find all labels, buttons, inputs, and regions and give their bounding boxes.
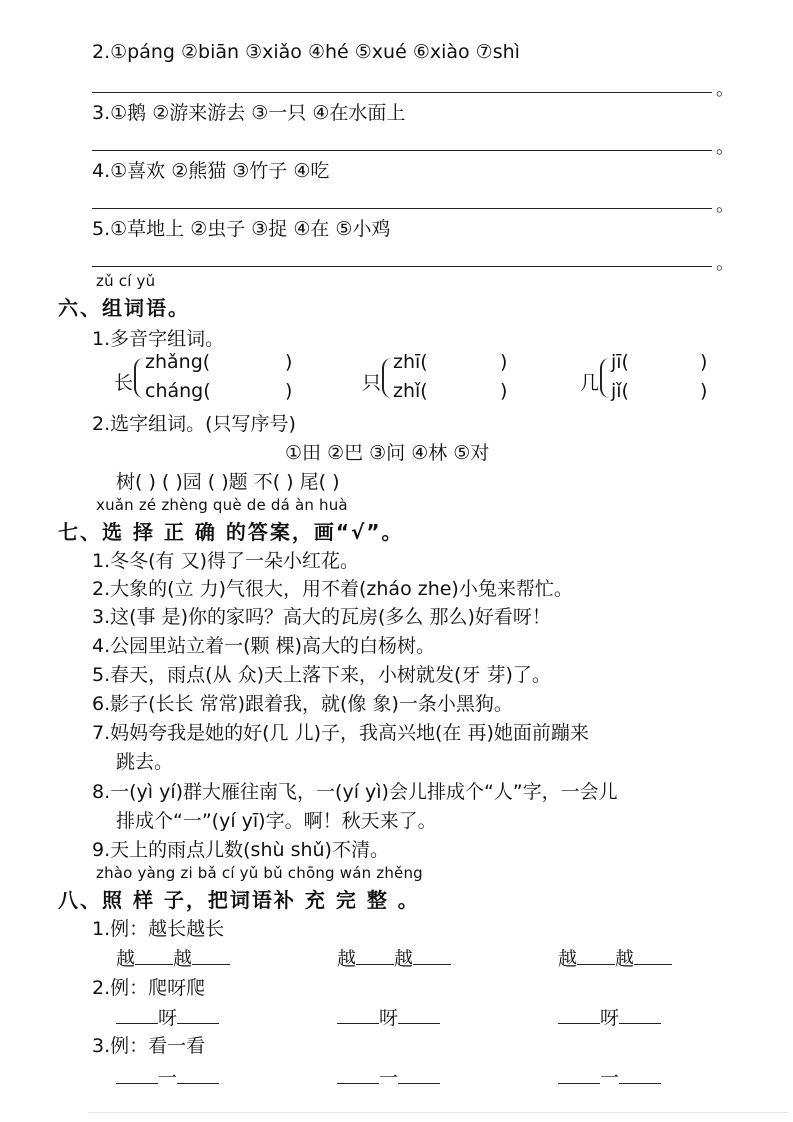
q5-options: 5.①草地上 ②虫子 ③捉 ④在 ⑤小鸡	[92, 218, 391, 240]
period-q4: 。	[716, 195, 734, 216]
reading-close: )	[700, 351, 708, 373]
section6-pinyin: zǔ cí yǔ	[96, 272, 156, 290]
char-yue: 越	[558, 948, 578, 970]
blank[interactable]	[634, 946, 672, 965]
example-2: 2.例：爬呀爬	[92, 977, 206, 999]
q3-options: 3.①鹅 ②游来游去 ③一只 ④在水面上	[92, 102, 406, 124]
blank[interactable]	[619, 1065, 661, 1084]
blank[interactable]	[356, 946, 394, 965]
polyphone-char-ji: 几	[580, 372, 600, 394]
polyphone-char-zhi: 只	[362, 372, 382, 394]
reading-close: )	[500, 380, 508, 402]
answer-line-q4[interactable]	[92, 208, 712, 209]
char-yi: 一	[158, 1067, 178, 1089]
fill-yue-1	[116, 944, 230, 971]
answer-line-q5[interactable]	[92, 266, 712, 267]
blank[interactable]	[177, 1005, 219, 1024]
fill-ya-2	[337, 1003, 440, 1030]
fill-yue-3	[558, 944, 672, 971]
char-yue: 越	[394, 948, 414, 970]
fill-ya-1	[116, 1003, 219, 1030]
reading-close: )	[500, 351, 508, 373]
fill-yue-2	[337, 944, 451, 971]
q4-options: 4.①喜欢 ②熊猫 ③竹子 ④吃	[92, 160, 330, 182]
char-ya: 呀	[158, 1007, 178, 1029]
char-yue: 越	[173, 948, 193, 970]
section6-sub2: 2.选字组词。(只写序号)	[92, 413, 296, 435]
char-yi: 一	[600, 1067, 620, 1089]
fill-yi-1	[116, 1063, 219, 1090]
period-q3: 。	[716, 137, 734, 158]
char-ya: 呀	[600, 1007, 620, 1029]
section7-pinyin: xuǎn zé zhèng què de dá àn huà	[96, 496, 348, 514]
q2-options: 2.①páng ②biān ③xiǎo ④hé ⑤xué ⑥xiào ⑦shì	[92, 41, 520, 63]
period-q2: 。	[716, 79, 734, 100]
choice-item: 5.春天，雨点(从 众)天上落下来，小树就发(牙 芽)了。	[92, 664, 551, 686]
blank[interactable]	[558, 1005, 600, 1024]
fill-yi-3	[558, 1063, 661, 1090]
reading-ji3: jǐ(	[611, 380, 629, 402]
blank[interactable]	[192, 946, 230, 965]
choice-item: 6.影子(长长 常常)跟着我，就(像 象)一条小黑狗。	[92, 693, 513, 715]
blank[interactable]	[337, 1005, 379, 1024]
blank[interactable]	[413, 946, 451, 965]
reading-zhang: zhǎng(	[145, 351, 211, 373]
char-yue: 越	[116, 948, 136, 970]
section6-sub1: 1.多音字组词。	[92, 328, 225, 350]
answer-line-q3[interactable]	[92, 150, 712, 151]
section8-heading: 八、照 样 子，把词语补 充 完 整 。	[58, 888, 420, 912]
blank[interactable]	[619, 1005, 661, 1024]
choice-item: 8.一(yì yí)群大雁往南飞，一(yí yì)会儿排成个“人”字，一会儿	[92, 781, 618, 803]
blank[interactable]	[398, 1065, 440, 1084]
example-3: 3.例：看一看	[92, 1035, 206, 1057]
answer-line-q2[interactable]	[92, 92, 712, 93]
choice-item: 3.这(事 是)你的家吗？高大的瓦房(多么 那么)好看呀！	[92, 606, 551, 628]
choice-item: 7.妈妈夸我是她的好(几 儿)子，我高兴地(在 再)她面前蹦来	[92, 722, 589, 744]
reading-chang: cháng(	[145, 380, 211, 402]
period-q5: 。	[716, 253, 734, 274]
fill-ya-3	[558, 1003, 661, 1030]
section7-heading: 七、选 择 正 确 的答案，画“√”。	[58, 520, 404, 544]
blank[interactable]	[135, 946, 173, 965]
blank[interactable]	[577, 946, 615, 965]
choice-item-continued: 排成个“一”(yí yī)字。啊！秋天来了。	[116, 810, 437, 832]
reading-zhi1: zhī(	[393, 351, 428, 373]
blank[interactable]	[177, 1065, 219, 1084]
blank[interactable]	[116, 1065, 158, 1084]
polyphone-char-zhang: 长	[114, 372, 134, 394]
reading-ji1: jī(	[611, 351, 629, 373]
blank[interactable]	[116, 1005, 158, 1024]
choice-item-continued: 跳去。	[116, 751, 174, 773]
reading-close: )	[285, 351, 293, 373]
char-choices: ①田 ②巴 ③问 ④林 ⑤对	[285, 442, 490, 464]
char-ya: 呀	[379, 1007, 399, 1029]
section8-pinyin: zhào yàng zi bǎ cí yǔ bǔ chōng wán zhěng	[96, 864, 423, 882]
choice-item: 4.公园里站立着一(颗 棵)高大的白杨树。	[92, 635, 435, 657]
reading-close: )	[700, 380, 708, 402]
choice-item: 1.冬冬(有 又)得了一朵小红花。	[92, 550, 359, 572]
blank[interactable]	[398, 1005, 440, 1024]
blank[interactable]	[337, 1065, 379, 1084]
example-1: 1.例：越长越长	[92, 918, 225, 940]
char-yi: 一	[379, 1067, 399, 1089]
reading-zhi3: zhǐ(	[393, 380, 428, 402]
fill-yi-2	[337, 1063, 440, 1090]
char-yue: 越	[337, 948, 357, 970]
reading-close: )	[285, 380, 293, 402]
choice-item: 9.天上的雨点儿数(shù shǔ)不清。	[92, 839, 389, 861]
section6-heading: 六、组词语。	[58, 296, 190, 320]
word-fill-row: 树( ) ( )园 ( )题 不( ) 尾( )	[116, 471, 340, 493]
blank[interactable]	[558, 1065, 600, 1084]
choice-item: 2.大象的(立 力)气很大，用不着(zháo zhe)小兔来帮忙。	[92, 578, 573, 600]
char-yue: 越	[615, 948, 635, 970]
page-bottom-divider	[88, 1112, 788, 1113]
